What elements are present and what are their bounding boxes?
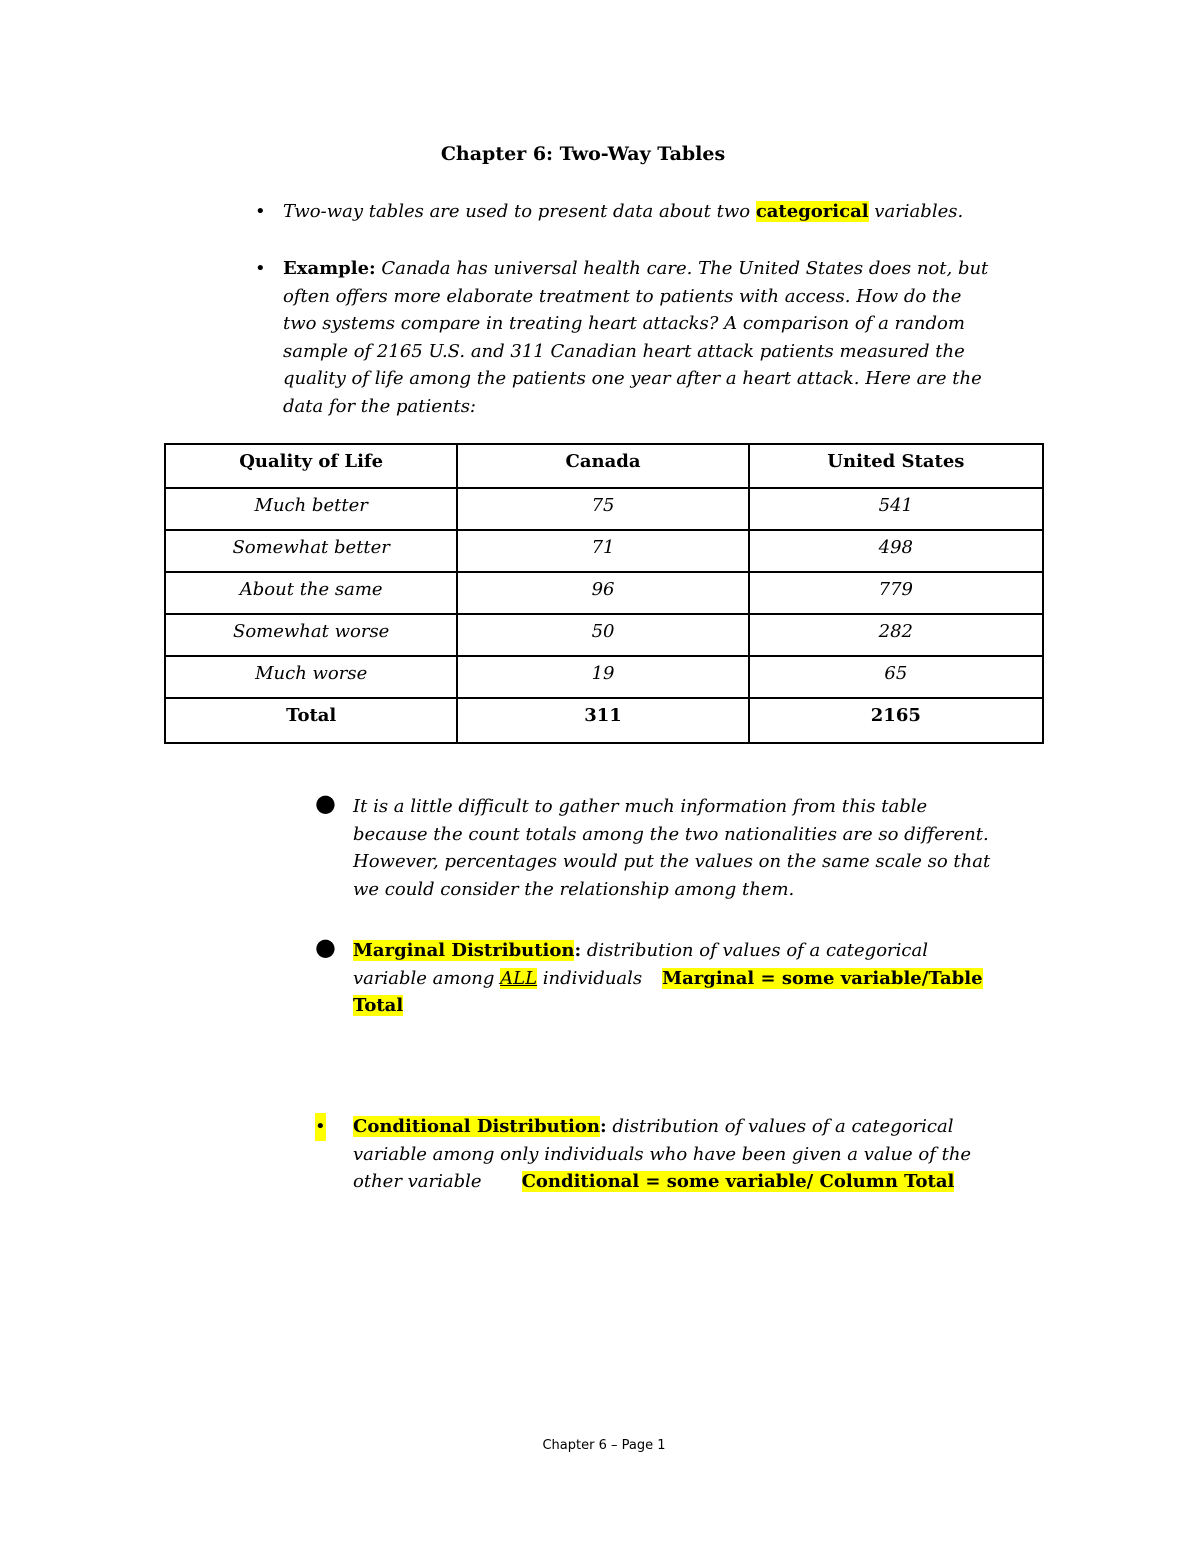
table-cell: 541 bbox=[749, 488, 1043, 530]
bullet-difficulty-note bbox=[315, 789, 991, 903]
note-line: we could consider the relationship among them. bbox=[353, 878, 795, 900]
marginal-all-emphasis: ALL bbox=[500, 967, 538, 989]
total-canada: 311 bbox=[457, 698, 748, 743]
bullet1-text-after: variables. bbox=[868, 201, 964, 222]
table-cell: 75 bbox=[457, 488, 748, 530]
conditional-term: Conditional Distribution bbox=[353, 1116, 600, 1137]
marginal-line2-after: individuals bbox=[537, 967, 643, 989]
bullet-two-way-tables bbox=[255, 198, 964, 226]
header-canada: Canada bbox=[457, 444, 748, 488]
note-line: It is a little difficult to gather much information from this table bbox=[353, 796, 928, 817]
table-row bbox=[165, 656, 1043, 698]
bullet-marginal-distribution bbox=[315, 933, 983, 1020]
marginal-colon: : bbox=[574, 940, 582, 961]
table-cell: Much worse bbox=[165, 656, 457, 698]
total-label: Total bbox=[165, 698, 457, 743]
example-line: data for the patients: bbox=[283, 395, 476, 417]
table-row bbox=[165, 530, 1043, 572]
conditional-line2: variable among only individuals who have been given a value of the bbox=[353, 1143, 972, 1165]
table-cell: 96 bbox=[457, 572, 748, 614]
conditional-definition: distribution of values of a categorical bbox=[606, 1116, 954, 1137]
bullet-icon: • bbox=[315, 1113, 326, 1141]
two-way-table bbox=[164, 443, 1044, 744]
table-row bbox=[165, 572, 1043, 614]
example-line: two systems compare in treating heart attacks? A comparison of a random bbox=[283, 313, 965, 334]
bullet-icon: ● bbox=[315, 933, 336, 961]
table-cell: 282 bbox=[749, 614, 1043, 656]
example-line: often offers more elaborate treatment to patients with access. How do the bbox=[283, 285, 962, 307]
total-united-states: 2165 bbox=[749, 698, 1043, 743]
table-cell: Much better bbox=[165, 488, 457, 530]
bullet-icon: • bbox=[255, 201, 266, 222]
table-cell: 65 bbox=[749, 656, 1043, 698]
table-header-row bbox=[165, 444, 1043, 488]
marginal-definition: distribution of values of a categorical bbox=[581, 940, 928, 961]
page-title: Chapter 6: Two-Way Tables bbox=[440, 143, 726, 165]
bullet1-text-before: Two-way tables are used to present data about two bbox=[283, 201, 756, 222]
table-cell: 19 bbox=[457, 656, 748, 698]
conditional-colon: : bbox=[600, 1116, 607, 1137]
table-total-row bbox=[165, 698, 1043, 743]
table-row bbox=[165, 614, 1043, 656]
table-cell: 779 bbox=[749, 572, 1043, 614]
conditional-formula: Conditional = some variable/ Column Total bbox=[521, 1171, 955, 1192]
marginal-line2-before: variable among bbox=[353, 967, 501, 989]
table-cell: 71 bbox=[457, 530, 748, 572]
conditional-line3: other variable bbox=[353, 1171, 482, 1192]
marginal-term: Marginal Distribution bbox=[353, 940, 575, 961]
table-row bbox=[165, 488, 1043, 530]
header-quality-of-life: Quality of Life bbox=[165, 444, 457, 488]
table-cell: Somewhat worse bbox=[165, 614, 457, 656]
bullet-icon: • bbox=[255, 258, 266, 279]
bullet-example bbox=[255, 255, 989, 420]
marginal-formula-continued: Total bbox=[353, 995, 404, 1016]
table-cell: 498 bbox=[749, 530, 1043, 572]
bullet-icon: ● bbox=[315, 789, 336, 817]
example-line: quality of life among the patients one year after a heart attack. Here are the bbox=[283, 368, 982, 389]
bullet-conditional-distribution bbox=[315, 1113, 972, 1196]
note-line: because the count totals among the two nationalities are so different. bbox=[353, 823, 989, 845]
table-cell: 50 bbox=[457, 614, 748, 656]
table-cell: About the same bbox=[165, 572, 457, 614]
example-line: sample of 2165 U.S. and 311 Canadian heart attack patients measured the bbox=[283, 340, 965, 362]
table-cell: Somewhat better bbox=[165, 530, 457, 572]
page-footer: Chapter 6 – Page 1 bbox=[542, 1438, 666, 1453]
note-line: However, percentages would put the values on the same scale so that bbox=[353, 851, 991, 872]
highlight-categorical: categorical bbox=[755, 201, 869, 222]
example-label: Example: bbox=[283, 258, 376, 279]
example-line: Canada has universal health care. The United States does not, but bbox=[375, 258, 989, 279]
header-united-states: United States bbox=[749, 444, 1043, 488]
marginal-formula: Marginal = some variable/Table bbox=[662, 967, 983, 989]
